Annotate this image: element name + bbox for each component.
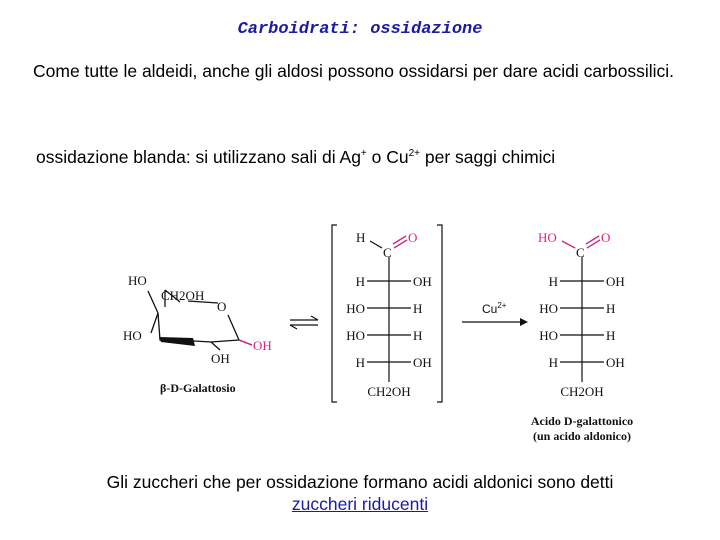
equilibrium-arrows <box>290 316 318 329</box>
product-class: (un acido aldonico) <box>532 429 632 443</box>
mild-prefix: ossidazione blanda: si utilizzano sali di Ag <box>36 147 361 167</box>
galactose-label: β-D-Galattosio <box>160 381 236 395</box>
acid-row1-right: OH <box>606 274 625 289</box>
galactose-ring <box>123 273 272 395</box>
acid-hydroxyl: HO <box>538 230 557 245</box>
acid-bottom-ch2oh: CH2OH <box>560 384 604 399</box>
acid-row2-left: HO <box>539 301 558 316</box>
ring-ch2oh: CH2OH <box>161 288 205 303</box>
acid-carbon: C <box>576 245 585 260</box>
ring-ho-left: HO <box>123 328 142 343</box>
mild-suffix: per saggi chimici <box>420 147 556 167</box>
product-name: Acido D-galattonico <box>530 414 634 428</box>
acid-row2-right: H <box>606 301 616 316</box>
chain-row4-left: H <box>355 355 365 370</box>
page-title: Carboidrati: ossidazione <box>237 20 483 39</box>
mild-middle: o Cu <box>366 147 409 167</box>
chain-row3-left: HO <box>346 328 365 343</box>
conclusion-text: Gli zuccheri che per ossidazione formano acidi aldonici sono detti <box>106 472 614 492</box>
chain-row1-right: OH <box>413 274 432 289</box>
silver-charge: + <box>360 148 367 159</box>
acid-row1-left: H <box>548 274 558 289</box>
ring-oxygen: O <box>217 299 227 314</box>
chain-row2-right: H <box>413 301 423 316</box>
ring-oh-bottom: OH <box>211 351 230 366</box>
acid-oxygen: O <box>601 230 611 245</box>
aldehyde-hydrogen: H <box>356 230 366 245</box>
mild-oxidation-line <box>36 147 555 168</box>
chain-row4-right: OH <box>413 355 432 370</box>
chain-row3-right: H <box>413 328 423 343</box>
acid-row4-left: H <box>548 355 558 370</box>
acid-row3-right: H <box>606 328 616 343</box>
oxidation-arrow <box>462 301 528 326</box>
aldehyde-oxygen: O <box>408 230 418 245</box>
ring-anomeric-oh: OH <box>253 338 272 353</box>
copper-charge: 2+ <box>408 148 420 159</box>
chain-row2-left: HO <box>346 301 365 316</box>
reaction-scheme <box>0 215 720 450</box>
conclusion-paragraph <box>0 471 720 515</box>
intro-paragraph: Come tutte le aldeidi, anche gli aldosi possono ossidarsi per dare acidi carbossilici. <box>33 61 675 81</box>
chain-bottom-ch2oh: CH2OH <box>367 384 411 399</box>
reducing-sugars-link[interactable]: zuccheri riducenti <box>291 494 429 514</box>
acid-row3-left: HO <box>539 328 558 343</box>
copper-reagent: $Cu^{2+}$ <box>482 301 507 316</box>
aldehyde-carbon: C <box>383 245 392 260</box>
open-chain-galactose <box>346 230 432 399</box>
chain-row1-left: H <box>355 274 365 289</box>
ring-ho-top: HO <box>128 273 147 288</box>
acid-row4-right: OH <box>606 355 625 370</box>
galactonic-acid <box>531 230 633 443</box>
